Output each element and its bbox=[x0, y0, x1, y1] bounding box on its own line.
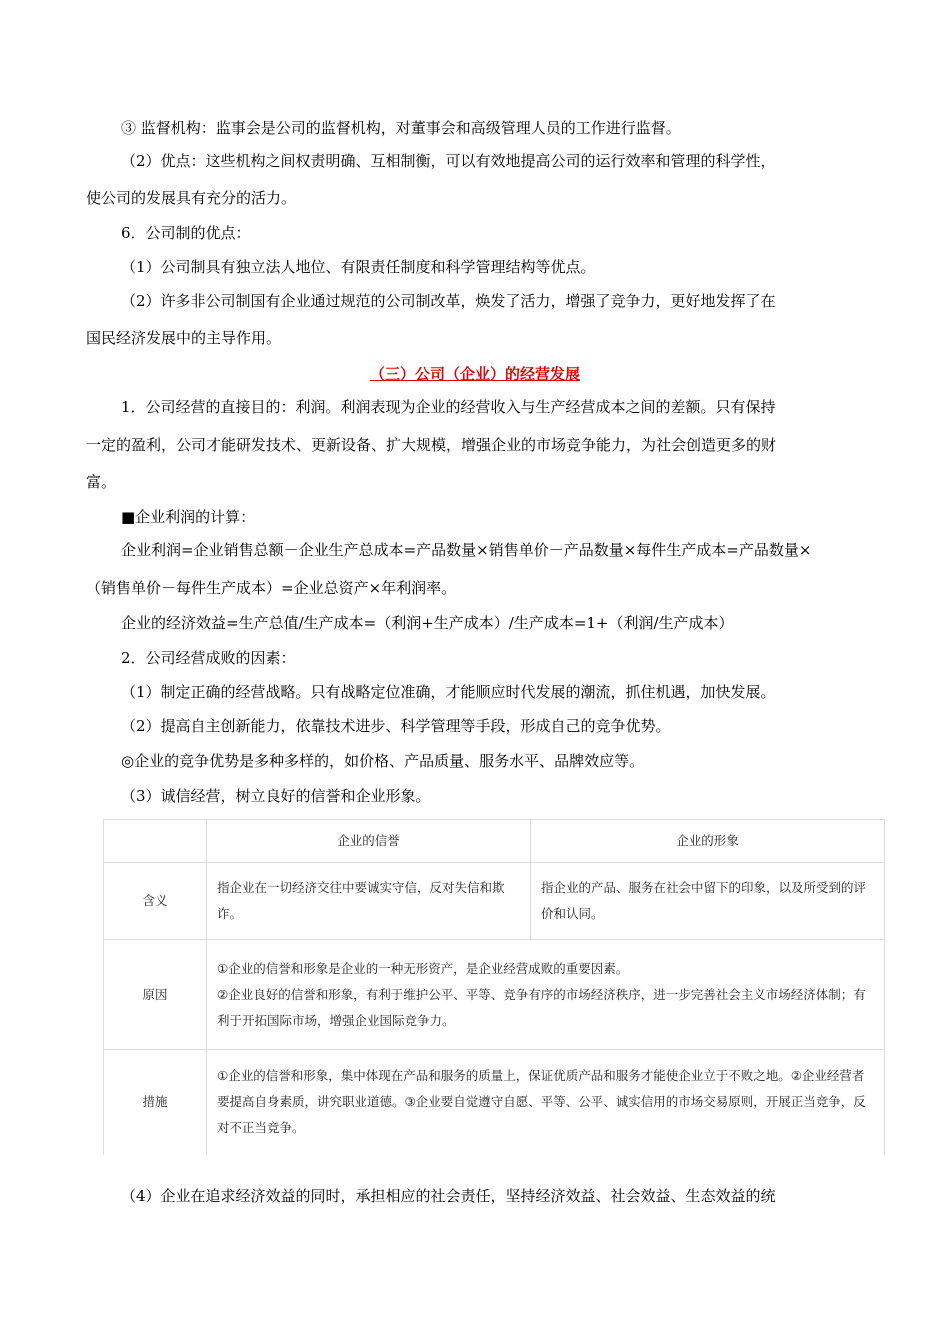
cell-reason bbox=[207, 940, 885, 1050]
paragraph-efficiency-formula: 企业的经济效益=生产总值/生产成本=（利润+生产成本）/生产成本=1+（利润/生产成本） bbox=[121, 614, 734, 632]
table-row bbox=[104, 940, 885, 1050]
paragraph-company-merits-2-line1: （2）许多非公司制国有企业通过规范的公司制改革，焕发了活力，增强了竞争力，更好地发挥了在 bbox=[121, 292, 776, 310]
paragraph-competitive-advantage: ◎企业的竞争优势是多种多样的，如价格、产品质量、服务水平、品牌效应等。 bbox=[121, 752, 645, 770]
section-heading: （三）公司（企业）的经营发展 bbox=[369, 365, 580, 383]
paragraph-supervision: ③ 监督机构：监事会是公司的监督机构，对董事会和高级管理人员的工作进行监督。 bbox=[121, 119, 681, 137]
paragraph-profit-formula-line1: 企业利润=企业销售总额－企业生产总成本=产品数量×销售单价－产品数量×每件生产成本=产品数量× bbox=[121, 541, 812, 559]
cell-credit-meaning: 指企业在一切经济交往中要诚实守信，反对失信和欺诈。 bbox=[207, 863, 531, 940]
row-label-meaning: 含义 bbox=[104, 863, 207, 940]
cell-image-meaning: 指企业的产品、服务在社会中留下的印象，以及所受到的评价和认同。 bbox=[531, 863, 885, 940]
paragraph-company-merits-title: 6．公司制的优点： bbox=[121, 224, 251, 242]
paragraph-profit-line1: 1．公司经营的直接目的：利润。利润表现为企业的经营收入与生产经营成本之间的差额。只有保持 bbox=[121, 398, 776, 416]
row-label-reason: 原因 bbox=[104, 940, 207, 1050]
paragraph-profit-line2: 一定的盈利，公司才能研发技术、更新设备、扩大规模，增强企业的市场竞争能力，为社会创造更多的财 bbox=[86, 436, 777, 454]
paragraph-advantages-line1: （2）优点：这些机构之间权责明确、互相制衡，可以有效地提高公司的运行效率和管理的科学性， bbox=[121, 152, 776, 170]
paragraph-factor-4: （4）企业在追求经济效益的同时，承担相应的社会责任，坚持经济效益、社会效益、生态效益的统 bbox=[121, 1187, 776, 1205]
table-row bbox=[104, 863, 885, 940]
table-header-image: 企业的形象 bbox=[531, 820, 885, 863]
paragraph-profit-formula-line2: （销售单价－每件生产成本）=企业总资产×年利润率。 bbox=[86, 579, 457, 597]
row-label-measures: 措施 bbox=[104, 1050, 207, 1155]
paragraph-company-merits-2-line2: 国民经济发展中的主导作用。 bbox=[86, 329, 282, 347]
credit-image-table bbox=[103, 819, 885, 1155]
paragraph-success-factors-title: 2．公司经营成败的因素： bbox=[121, 649, 296, 667]
paragraph-profit-line3: 富。 bbox=[86, 473, 117, 491]
reason-point-2: ②企业良好的信誉和形象，有利于维护公平、平等、竞争有序的市场经济秩序，进一步完善社会主义市场经济体制；有利于开拓国际市场，增强企业国际竞争力。 bbox=[217, 986, 866, 1028]
table-row bbox=[104, 1050, 885, 1155]
table-header-credit: 企业的信誉 bbox=[207, 820, 531, 863]
paragraph-factor-2: （2）提高自主创新能力，依靠技术进步、科学管理等手段，形成自己的竞争优势。 bbox=[121, 717, 671, 735]
table-header-empty bbox=[104, 820, 207, 863]
paragraph-factor-1: （1）制定正确的经营战略。只有战略定位准确，才能顺应时代发展的潮流，抓住机遇，加快发展。 bbox=[121, 683, 776, 701]
cell-measures: ①企业的信誉和形象，集中体现在产品和服务的质量上，保证优质产品和服务才能使企业立于不败之地。②企业经营者要提高自身素质，讲究职业道德。③企业要自觉遵守自愿、平等、公平、诚实信用的市场交易原则，开展正当竞争，反对不正当竞争。 bbox=[207, 1050, 885, 1155]
paragraph-company-merits-1: （1）公司制具有独立法人地位、有限责任制度和科学管理结构等优点。 bbox=[121, 258, 596, 276]
paragraph-advantages-line2: 使公司的发展具有充分的活力。 bbox=[86, 189, 297, 207]
table-header-row bbox=[104, 820, 885, 863]
paragraph-factor-3: （3）诚信经营，树立良好的信誉和企业形象。 bbox=[121, 787, 431, 805]
reason-point-1: ①企业的信誉和形象是企业的一种无形资产，是企业经营成败的重要因素。 bbox=[217, 960, 629, 976]
paragraph-profit-calc-title: ■企业利润的计算： bbox=[121, 508, 256, 526]
